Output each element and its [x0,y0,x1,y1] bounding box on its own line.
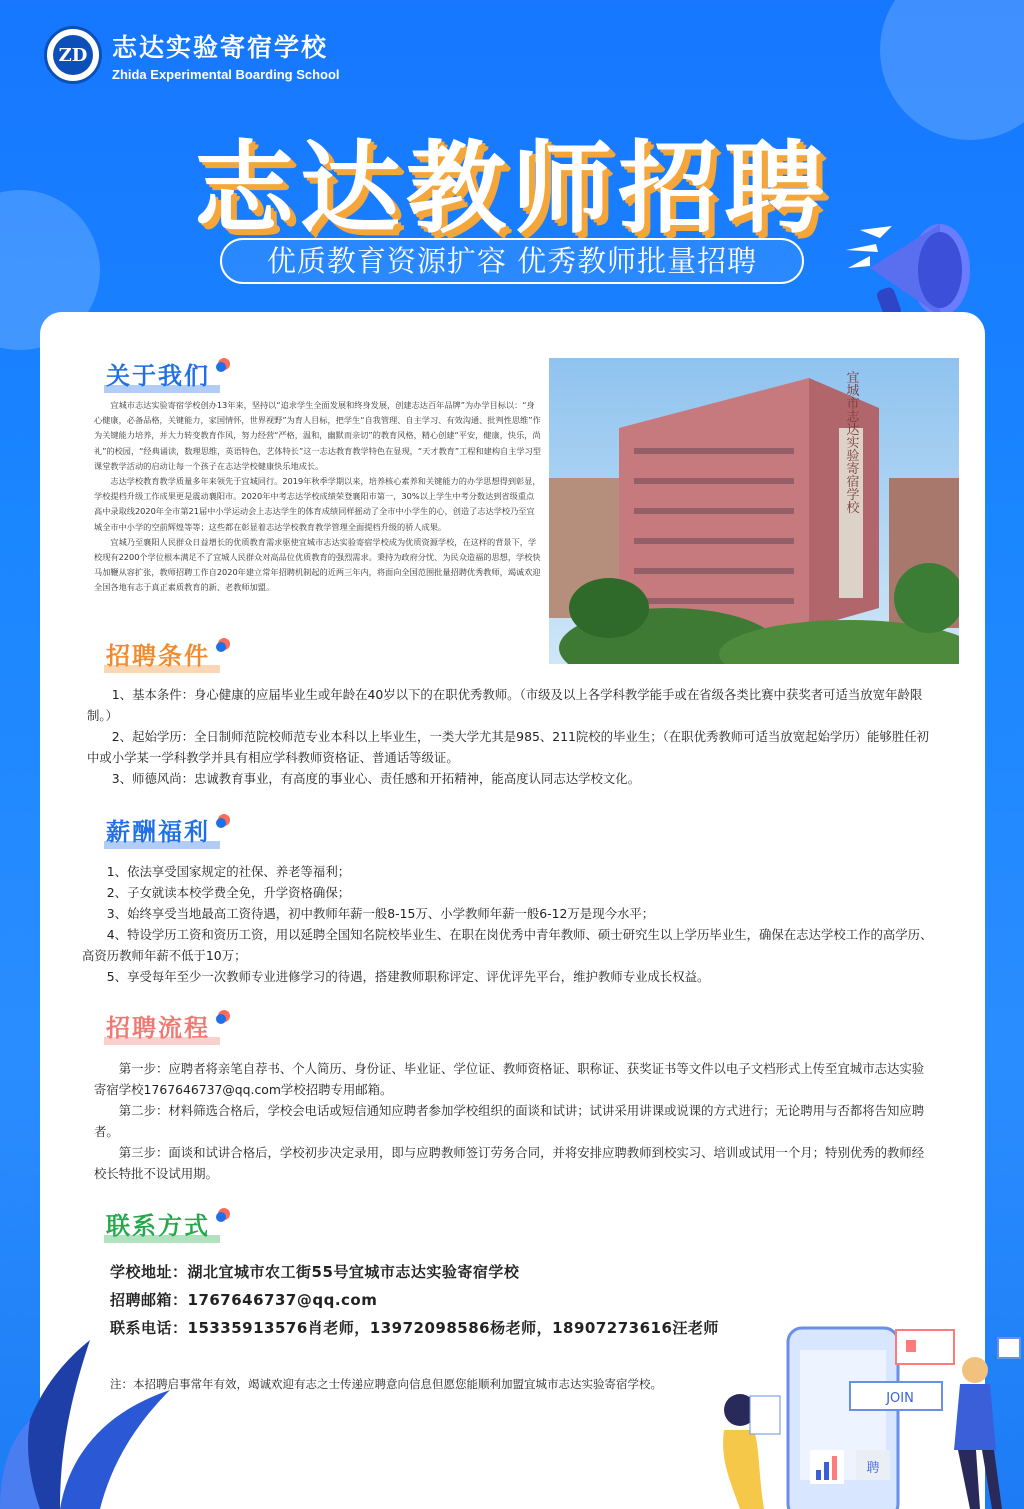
school-name-en: Zhida Experimental Boarding School [112,67,340,82]
benefit-item: 4、特设学历工资和资历工资，用以延聘全国知名院校毕业生、在职在岗优秀中青年教师、硕士研究生以上学历毕业生，确保在志达学校工作的高学历、高资历教师年薪不低于10万； [82,927,933,963]
benefit-item: 3、始终享受当地最高工资待遇，初中教师年薪一般8-15万、小学教师年薪一般6-12万是现今水平； [106,906,655,921]
join-label: JOIN [886,1391,914,1406]
about-paragraph: 志达学校教育教学质量多年来领先于宜城同行。2019年秋季学期以来，培养核心素养和关键能力的办学思想得到彰显，学校提档升级工作成果更是震动襄阳市。2020年中考志达学校成绩荣登襄阳市第一，30%以上学生中考分数达到省级重点高中录取线2020年全市第21届中小学运动会上志达学生的体育成绩同样摇动了全市中小学生的心，创造了志达学校乃至宜城全市中小学的空前辉煌等等；这些都在彰显着志达学校教育教学管理全面提档升级的骄人成果。 [94,476,541,532]
school-logo [44,26,340,84]
process-step: 第三步：面谈和试讲合格后，学校初步决定录用，即与应聘教师签订劳务合同，并将安排应聘教师到校实习、培训或试用一个月；特别优秀的教师经校长特批不设试用期。 [94,1145,925,1181]
about-text [94,398,541,596]
benefit-item: 5、享受每年至少一次教师专业进修学习的待遇，搭建教师职称评定、评优评先平台，维护教师专业成长权益。 [106,969,710,984]
logo-letter: ZD [53,35,93,75]
megaphone-icon [840,208,975,328]
school-building-photo [549,358,959,664]
logo-badge [44,26,102,84]
section-title-about: 关于我们 [104,356,214,393]
benefits-list [82,861,940,987]
contact-address: 学校地址：湖北宜城市农工街55号宜城市志达实验寄宿学校 [110,1263,520,1281]
requirement-item: 3、师德风尚：忠诚教育事业，有高度的事业心、责任感和开拓精神，能高度认同志达学校文化。 [111,771,641,786]
about-paragraph: 宜城乃至襄阳人民群众日益增长的优质教育需求驱使宜城市志达实验寄宿学校成为优质资源学校，在这样的背景下，学校现有2200个学位根本满足不了宜城人民群众对高品位优质教育的强烈需求。秉持为政府分忧、为民众造福的思想，学校快马加鞭从容扩张，教师招聘工作自2020年建立常年招聘机制起的近两三年内，将面向全国范围批量招聘优秀教师，竭诚欢迎全国各地有志于真正素质教育的新、老教师加盟。 [94,536,541,593]
process-step: 第二步：材料筛选合格后，学校会电话或短信通知应聘者参加学校组织的面谈和试讲；试讲采用讲课或说课的方式进行；无论聘用与否都将告知应聘者。 [94,1103,925,1139]
about-paragraph: 宜城市志达实验寄宿学校创办13年来，坚持以“追求学生全面发展和终身发展，创建志达百年品牌”为办学目标以：“身心健康，必备品格，关键能力，家国情怀，世界视野”为育人目标，把学生“自我管理、自主学习、有效沟通、批判性思维”作为关键能力培养，并大力转变教育作风，努力经营“严格，温和，幽默而亲切”的教育风格，精心创建“平安，健康，快乐，尚礼”的校园，“经典诵读，数理思维，英语特色，艺体特长”这一志达教育教学特色在显现，“天才教育”工程和建构自主学习型课堂教学活动的启动让每一个孩子在志达学校健康快乐地成长。 [94,400,541,471]
requirement-item: 1、基本条件：身心健康的应届毕业生或年龄在40岁以下的在职优秀教师。（市级及以上各学科教学能手或在省级各类比赛中获奖者可适当放宽年龄限制。） [87,687,923,723]
contact-info [110,1258,719,1342]
contact-email: 招聘邮箱：1767646737@qq.com [110,1291,378,1309]
process-list [94,1058,934,1184]
benefit-item: 2、子女就读本校学费全免，升学资格确保； [106,885,351,900]
requirements-list [87,684,939,789]
plant-decoration-icon [0,1320,200,1509]
section-title-contact: 联系方式 [104,1206,214,1243]
hero-title: 志达教师招聘 [194,130,830,247]
building-sign: 宜城市志达实验寄宿学校 [843,370,859,514]
process-step: 第一步：应聘者将亲笔自荐书、个人简历、身份证、毕业证、学位证、教师资格证、职称证、获奖证书等文件以电子文档形式上传至宜城市志达实验寄宿学校1767646737@qq.com学校招聘专用邮箱。 [94,1061,925,1097]
requirement-item: 2、起始学历：全日制师范院校师范专业本科以上毕业生，一类大学尤其是985、211院校的毕业生；（在职优秀教师可适当放宽起始学历）能够胜任初中或小学某一学科教学并具有相应学科教师资格证、普通话等级证。 [87,729,929,765]
hero-slogan: 优质教育资源扩容 优秀教师批量招聘 [220,238,804,284]
footer-note: 注：本招聘启事常年有效，竭诚欢迎有志之士传递应聘意向信息但愿您能顺利加盟宜城市志达实验寄宿学校。 [110,1377,662,1391]
section-title-requirements: 招聘条件 [104,636,214,673]
section-title-process: 招聘流程 [104,1008,214,1045]
school-name-cn: 志达实验寄宿学校 [112,33,329,62]
contact-phone: 联系电话：15335913576肖老师，13972098586杨老师，18907273616汪老师 [110,1319,719,1337]
benefit-item: 1、依法享受国家规定的社保、养老等福利； [106,864,351,879]
section-title-benefits: 薪酬福利 [104,812,214,849]
join-illustration-icon [700,1310,1024,1509]
job-char: 聘 [866,1461,880,1476]
